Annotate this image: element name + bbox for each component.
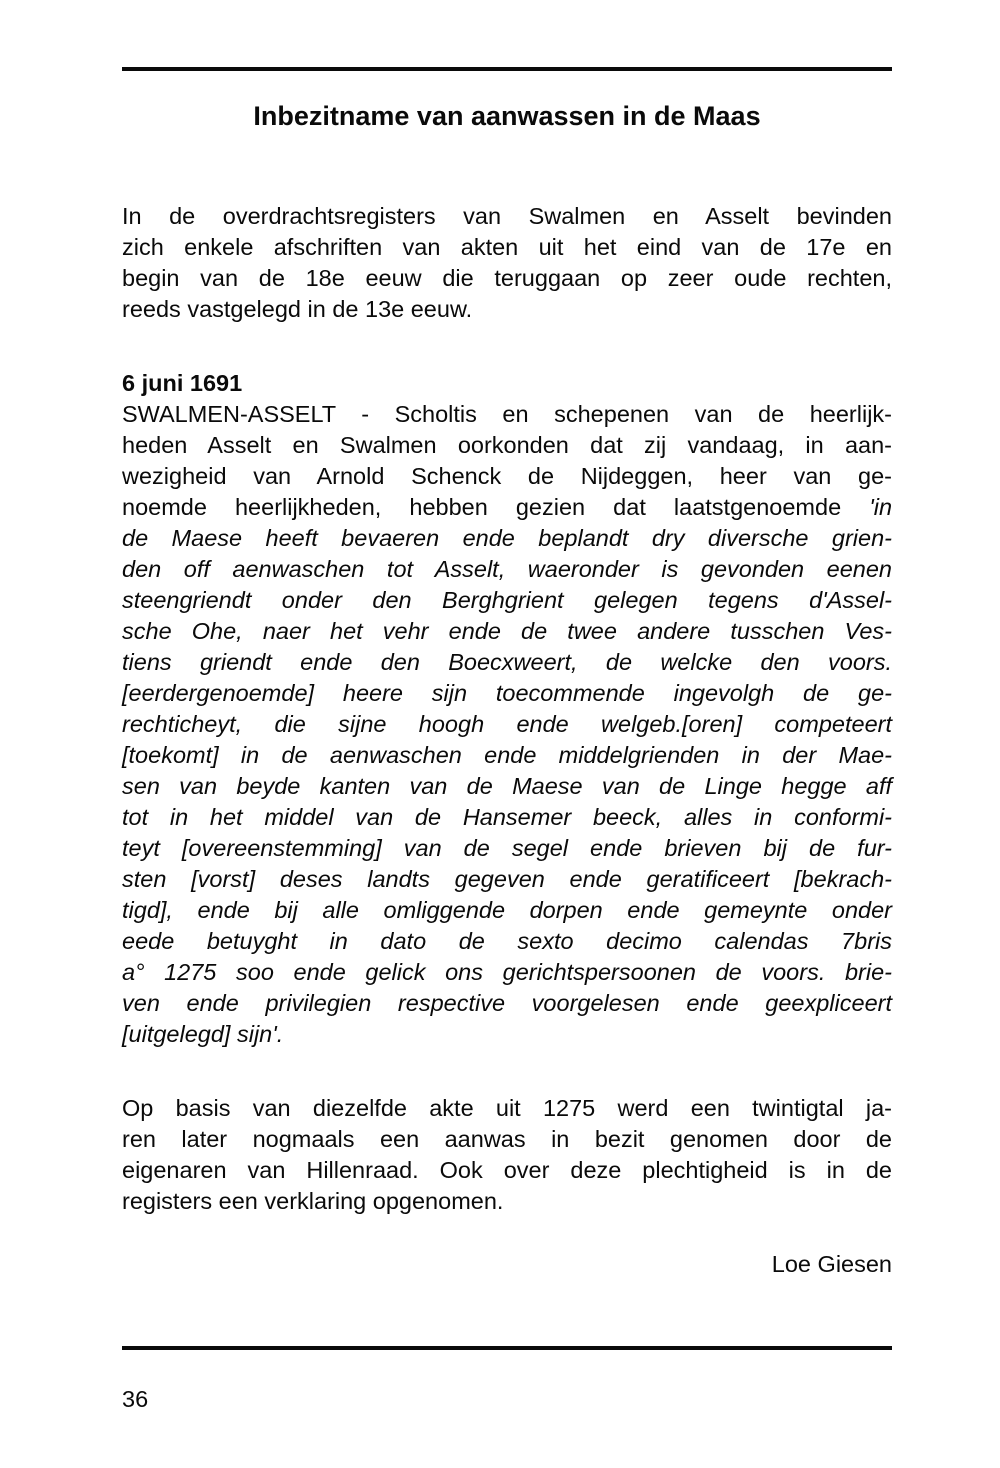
- text-line: registers een verklaring opgenomen.: [122, 1188, 504, 1214]
- text-line: wezigheid van Arnold Schenck de Nijdeggen, heer van ge-: [122, 463, 892, 489]
- quote-line: tigd], ende bij alle omliggende dorpen ende gemeynte onder: [122, 897, 892, 923]
- quote-start: 'in: [869, 494, 893, 520]
- text-line: reeds vastgelegd in de 13e eeuw.: [122, 296, 473, 322]
- text-line: In de overdrachtsregisters van Swalmen en Asselt bevinden: [122, 203, 892, 229]
- text-line: SWALMEN-ASSELT - Scholtis en schepenen van de heerlijk-: [122, 401, 892, 427]
- quote-line: sche Ohe, naer het vehr ende de twee andere tusschen Ves-: [122, 618, 892, 644]
- quote-line: ven ende privilegien respective voorgelesen ende geexpliceert: [122, 990, 892, 1016]
- quote-line: [eerdergenoemde] heere sijn toecommende ingevolgh de ge-: [122, 680, 892, 706]
- article-title: Inbezitname van aanwassen in de Maas: [253, 101, 761, 131]
- quote-line: teyt [overeenstemming] van de segel ende brieven bij de fur-: [122, 835, 892, 861]
- page-number: 36: [122, 1386, 149, 1412]
- quote-line: tot in het middel van de Hansemer beeck, alles in conformi-: [122, 804, 892, 830]
- quote-line: de Maese heeft bevaeren ende beplandt dry diversche grien-: [122, 525, 892, 551]
- quote-line: sten [vorst] deses landts gegeven ende geratificeert [bekrach-: [122, 866, 892, 892]
- quote-line: sen van beyde kanten van de Maese van de Linge hegge aff: [122, 773, 892, 799]
- quote-line: [uitgelegd] sijn'.: [122, 1021, 284, 1047]
- top-rule: [122, 67, 892, 71]
- text-line: eigenaren van Hillenraad. Ook over deze plechtigheid is in de: [122, 1157, 892, 1183]
- entry-date: 6 juni 1691: [122, 370, 243, 396]
- quote-line: den off aenwaschen tot Asselt, waeronder is gevonden eenen: [122, 556, 892, 582]
- quote-line: [toekomt] in de aenwaschen ende middelgrienden in der Mae-: [122, 742, 892, 768]
- text-line: begin van de 18e eeuw die teruggaan op zeer oude rechten,: [122, 265, 892, 291]
- author-name: Loe Giesen: [771, 1251, 892, 1277]
- quote-line: eede betuyght in dato de sexto decimo calendas 7bris: [122, 928, 892, 954]
- text-line: ren later nogmaals een aanwas in bezit genomen door de: [122, 1126, 892, 1152]
- text-line: zich enkele afschriften van akten uit het eind van de 17e en: [122, 234, 892, 260]
- quote-line: steengriendt onder den Berghgrient gelegen tegens d'Assel-: [122, 587, 892, 613]
- quote-line: tiens griendt ende den Boecxweert, de welcke den voors.: [122, 649, 892, 675]
- bottom-rule: [122, 1346, 892, 1350]
- text-line-part: noemde heerlijkheden, hebben gezien dat laatstgenoemde: [122, 494, 842, 520]
- text-line: heden Asselt en Swalmen oorkonden dat zij vandaag, in aan-: [122, 432, 892, 458]
- text-line: [122, 492, 892, 523]
- text-line: Op basis van diezelfde akte uit 1275 werd een twintigtal ja-: [122, 1095, 892, 1121]
- quote-line: a° 1275 soo ende gelick ons gerichtspersoonen de voors. brie-: [122, 959, 892, 985]
- quote-line: rechticheyt, die sijne hoogh ende welgeb.[oren] competeert: [122, 711, 892, 737]
